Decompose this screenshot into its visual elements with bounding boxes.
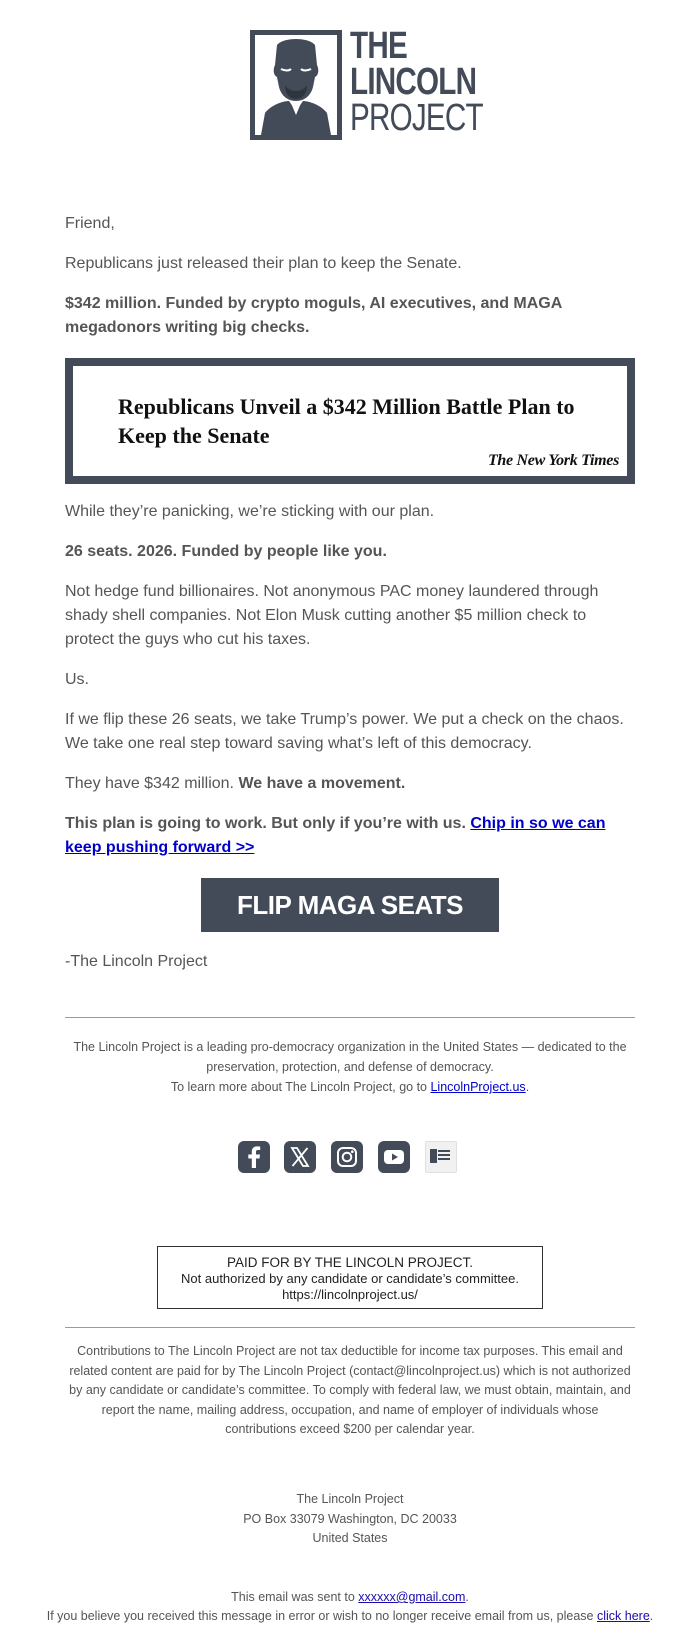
greeting: Friend, <box>65 215 115 232</box>
paragraph-plan: Republicans just released their plan to keep the Senate. <box>65 255 462 272</box>
lincoln-project-logo[interactable] <box>250 25 483 144</box>
sent-notice <box>0 1588 700 1626</box>
nyt-headline: Republicans Unveil a $342 Million Battle Plan to Keep the Senate <box>118 394 575 448</box>
paragraph-not-billionaires: Not hedge fund billionaires. Not anonymous PAC money laundered through shady shell companies. Not Elon Musk cutting another $5 million check to protect the guys who cut his taxes. <box>65 583 599 648</box>
address-name: The Lincoln Project <box>296 1492 404 1506</box>
signoff: -The Lincoln Project <box>65 953 208 970</box>
movement-bold-text: We have a movement. <box>238 775 406 792</box>
paragraph-funding: $342 million. Funded by crypto moguls, AI executives, and MAGA megadonors writing big checks. <box>65 295 562 336</box>
paragraph-seats: 26 seats. 2026. Funded by people like you. <box>65 543 387 560</box>
about-learn-prefix: To learn more about The Lincoln Project, go to <box>170 1080 431 1094</box>
about-description: The Lincoln Project is a leading pro-democracy organization in the United States — dedicated to the preservation, protection, and defense of democracy. <box>73 1040 627 1074</box>
lincolnproject-link[interactable]: LincolnProject.us <box>430 1080 526 1094</box>
facebook-icon[interactable] <box>238 1141 270 1173</box>
about-learn-more <box>65 1077 635 1097</box>
recipient-email-link[interactable]: xxxxxx@gmail.com <box>358 1590 466 1604</box>
paid-url-line: https://lincolnproject.us/ <box>282 1287 418 1302</box>
legal-disclaimer: Contributions to The Lincoln Project are not tax deductible for income tax purposes. This email and related content are paid for by The Lincoln Project (contact@lincolnproject.us) which is not authorized by any candidate or candidate’s committee. To comply with federal law, we must obtain, maintain, and report the name, mailing address, occupation, and name of employer of individuals whose contributions exceed $200 per calendar year. <box>69 1344 631 1436</box>
x-icon[interactable] <box>284 1141 316 1173</box>
address-country: United States <box>312 1531 388 1545</box>
unsubscribe-link[interactable]: click here <box>596 1609 650 1623</box>
paragraph-flip: If we flip these 26 seats, we take Trump’s power. We put a check on the chaos. We take one real step toward saving what’s left of this democracy. <box>65 711 624 752</box>
sent-prefix: This email was sent to <box>231 1590 359 1604</box>
paragraph-movement <box>65 772 635 796</box>
not-authorized-line: Not authorized by any candidate or candidate’s committee. <box>181 1271 519 1286</box>
paragraph-chip-in <box>65 812 635 860</box>
paragraph-us: Us. <box>65 671 89 688</box>
footer-divider <box>65 1017 635 1018</box>
youtube-icon[interactable] <box>378 1141 410 1173</box>
footer-about <box>65 1037 635 1097</box>
paid-for-box <box>157 1246 543 1309</box>
unsubscribe-line <box>0 1607 700 1626</box>
about-learn-suffix: . <box>525 1080 530 1094</box>
paragraph-panicking: While they’re panicking, we’re sticking with our plan. <box>65 503 435 520</box>
sent-to-line <box>0 1588 700 1607</box>
chip-in-lead: This plan is going to work. But only if you’re with us. <box>65 815 471 832</box>
nyt-headline-card <box>65 358 635 484</box>
unsubscribe-prefix: If you believe you received this message in error or wish to no longer receive email from us, please <box>46 1609 597 1623</box>
instagram-icon[interactable] <box>331 1141 363 1173</box>
mailing-address <box>65 1490 635 1549</box>
lincoln-portrait-icon <box>250 30 342 140</box>
address-street: PO Box 33079 Washington, DC 20033 <box>243 1511 457 1526</box>
flip-maga-seats-button[interactable]: FLIP MAGA SEATS <box>201 878 499 932</box>
paid-for-line: PAID FOR BY THE LINCOLN PROJECT. <box>226 1255 474 1270</box>
legal-divider <box>65 1327 635 1328</box>
logo-wordmark <box>350 25 483 139</box>
unsubscribe-suffix: . <box>649 1609 654 1623</box>
chip-in-link[interactable]: Chip in so we can keep pushing forward >> <box>65 815 606 856</box>
logo-line-project: PROJECT <box>350 97 483 139</box>
logo-line-lincoln: LINCOLN <box>350 61 477 103</box>
movement-normal-text: They have $342 million. <box>65 775 239 792</box>
nyt-source-logo: The New York Times <box>487 452 619 469</box>
lincoln-project-icon[interactable] <box>425 1141 457 1173</box>
sent-suffix: . <box>465 1590 469 1604</box>
logo-line-the: THE <box>350 25 407 67</box>
